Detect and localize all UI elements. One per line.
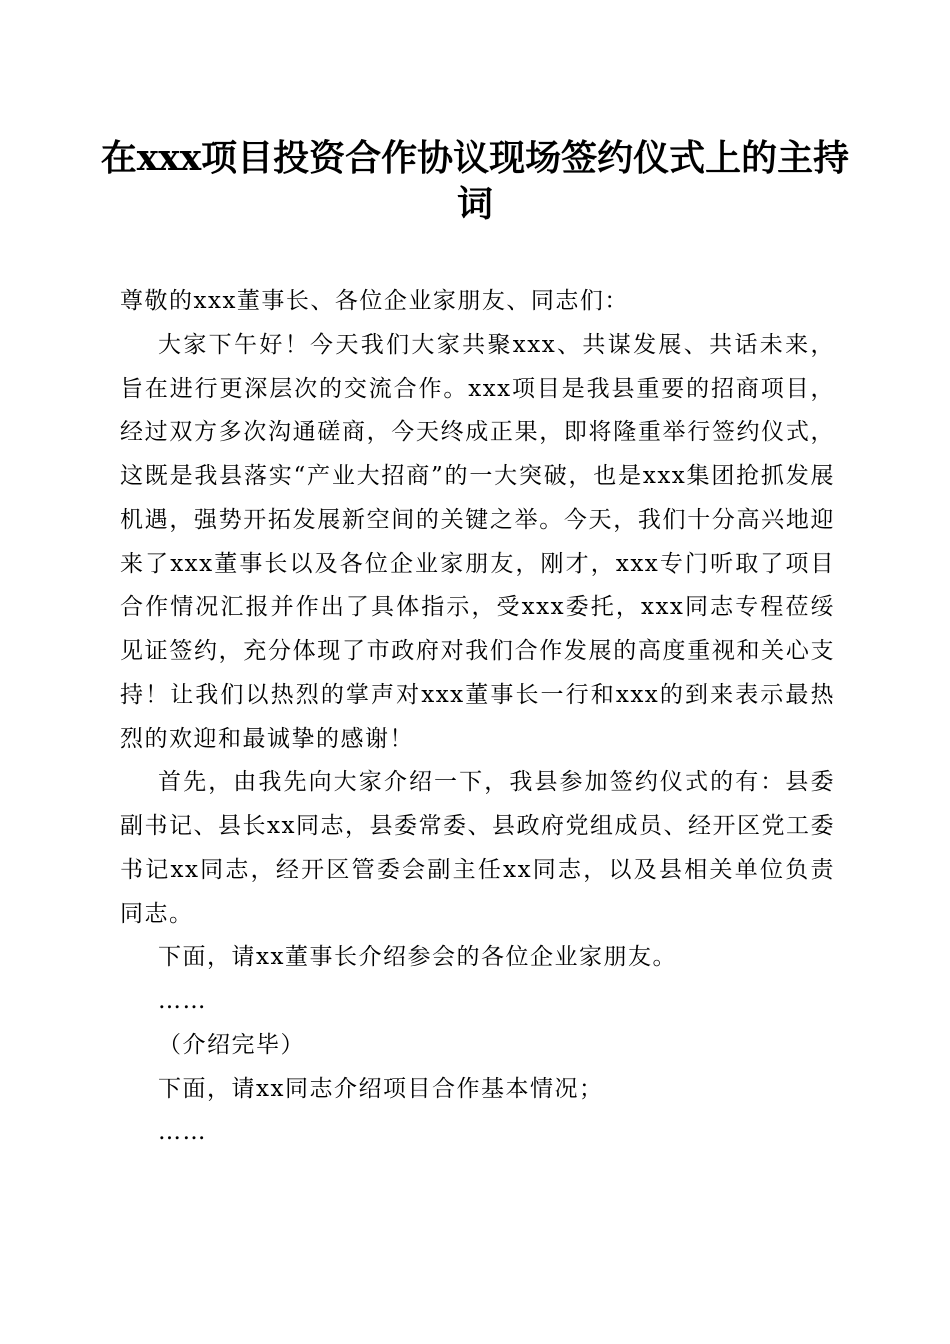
paragraph-project-intro: 下面，请xx同志介绍项目合作基本情况；	[158, 1075, 604, 1102]
paragraph-opening: 大家下午好！今天我们大家共聚xxx、共谋发展、共话未来，旨在进行更深层次的交流合作。xxx项目是我县重要的招商项目，经过双方多次沟通磋商，今天终成正果，即将隆重举行签约仪式，这既是我县落实“产业大招商”的一大突破，也是xxx集团抢抓发展机遇，强势开拓发展新空间的关键之举。今天，我们十分高兴地迎来了xxx董事长以及各位企业家朋友，刚才，xxx专门听取了项目合作情况汇报并作出了具体指示，受xxx委托，xxx同志专程莅绥见证签约，充分体现了市政府对我们合作发展的高度重视和关心支持！让我们以热烈的掌声对xxx董事长一行和xxx的到来表示最热烈的欢迎和最诚挚的感谢！	[120, 331, 835, 752]
paragraph-entrepreneurs: 下面，请xx董事长介绍参会的各位企业家朋友。	[158, 944, 677, 971]
paragraph-introductions: 首先，由我先向大家介绍一下，我县参加签约仪式的有：县委副书记、县长xx同志，县委常委、县政府党组成员、经开区党工委书记xx同志，经开区管委会副主任xx同志，以及县相关单位负责同志。	[120, 769, 835, 927]
ellipsis-1: ……	[158, 988, 207, 1014]
paragraph-intro-complete: （介绍完毕）	[158, 1031, 305, 1058]
document-title: 在xxx项目投资合作协议现场签约仪式上的主持词	[100, 137, 850, 225]
ellipsis-2: ……	[158, 1119, 207, 1146]
document-body	[120, 280, 835, 1155]
salutation: 尊敬的xxx董事长、各位企业家朋友、同志们：	[120, 288, 629, 314]
